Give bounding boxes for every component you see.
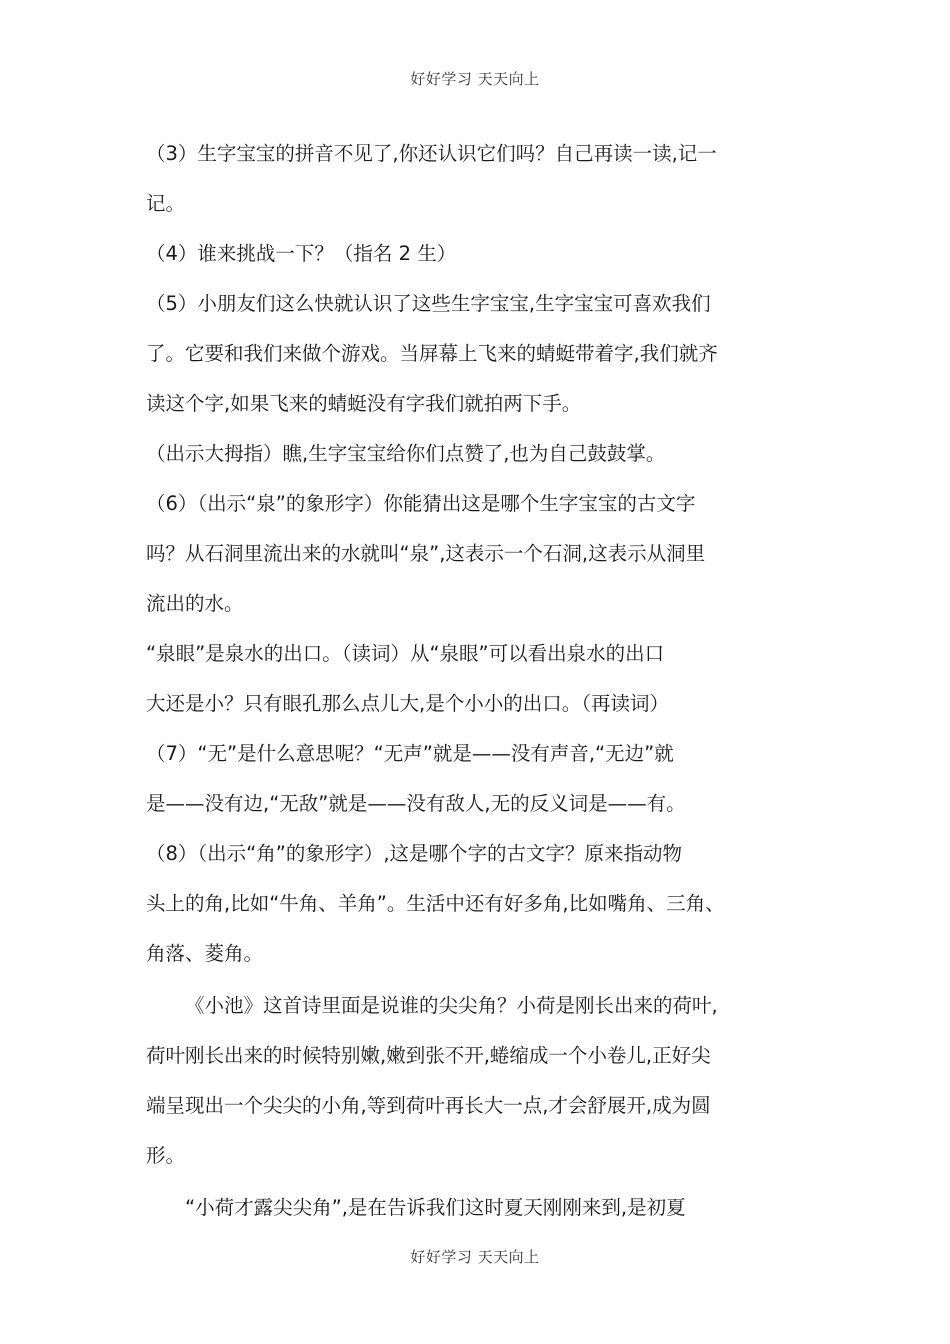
text-line: “泉眼”是泉水的出口。（读词）从“泉眼”可以看出泉水的出口: [146, 642, 665, 665]
text-line: 吗？从石洞里流出来的水就叫“泉”,这表示一个石洞,这表示从洞里: [146, 542, 706, 565]
text-line: （6）（出示“泉”的象形字）你能猜出这是哪个生字宝宝的古文字: [146, 492, 696, 515]
text-line: “小荷才露尖尖角”,是在告诉我们这时夏天刚刚来到,是初夏: [185, 1196, 686, 1219]
text-line: 流出的水。: [146, 592, 244, 615]
text-line: （出示大拇指）瞧,生字宝宝给你们点赞了,也为自己鼓鼓掌。: [146, 442, 666, 465]
page-header: 好好学习 天天向上: [410, 70, 540, 88]
text-line: 《小池》这首诗里面是说谁的尖尖角？小荷是刚长出来的荷叶,: [185, 994, 718, 1017]
text-line: （4）谁来挑战一下？（指名 2 生）: [146, 242, 457, 265]
text-line: 端呈现出一个尖尖的小角,等到荷叶再长大一点,才会舒展开,成为圆: [146, 1094, 711, 1117]
text-line: 角落、菱角。: [146, 942, 264, 965]
text-line: 头上的角,比如“牛角、羊角”。生活中还有好多角,比如嘴角、三角、: [146, 892, 725, 915]
text-line: 读这个字,如果飞来的蜻蜓没有字我们就拍两下手。: [146, 392, 582, 415]
document-body: [146, 129, 826, 1233]
text-line: （3）生字宝宝的拼音不见了,你还认识它们吗？自己再读一读,记一: [146, 142, 717, 165]
text-line: 大还是小？只有眼孔那么点儿大,是个小小的出口。（再读词）: [146, 692, 669, 715]
text-line: 记。: [146, 192, 186, 215]
text-line: 荷叶刚长出来的时候特别嫩,嫩到张不开,蜷缩成一个小卷儿,正好尖: [146, 1044, 711, 1067]
text-line: （5）小朋友们这么快就认识了这些生字宝宝,生字宝宝可喜欢我们: [146, 292, 711, 315]
text-line: 是——没有边,“无敌”就是——没有敌人,无的反义词是——有。: [146, 792, 686, 815]
text-line: （7）“无”是什么意思呢？“无声”就是——没有声音,“无边”就: [146, 742, 674, 765]
text-line: 了。它要和我们来做个游戏。当屏幕上飞来的蜻蜓带着字,我们就齐: [146, 342, 718, 365]
text-line: （8）（出示“角”的象形字）,这是哪个字的古文字？原来指动物: [146, 842, 683, 865]
page-footer: 好好学习 天天向上: [410, 1248, 540, 1266]
text-line: 形。: [146, 1144, 186, 1167]
